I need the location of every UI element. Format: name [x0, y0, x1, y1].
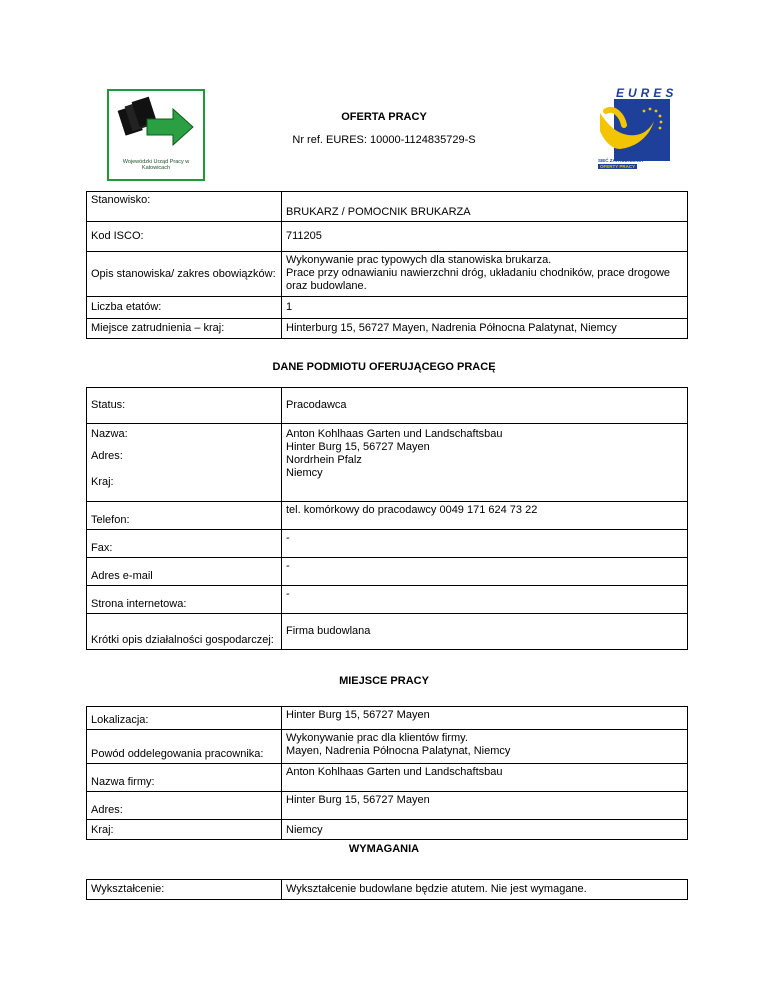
- value-phone: tel. komórkowy do pracodawcy 0049 171 624 73 22: [282, 502, 688, 530]
- table-row: [87, 297, 688, 319]
- employer-name: Anton Kohlhaas Garten und Landschaftsbau: [286, 428, 503, 440]
- job-table: [86, 191, 688, 339]
- section-title-workplace: MIEJSCE PRACY: [339, 675, 429, 687]
- eures-logo-text: EURES: [616, 86, 678, 100]
- table-row: [87, 707, 688, 730]
- table-row: [87, 586, 688, 614]
- reason-line: Mayen, Nadrenia Północna Palatynat, Niemcy: [286, 745, 511, 757]
- label-description: Opis stanowiska/ zakres obowiązków:: [87, 252, 282, 297]
- employer-table: [86, 387, 688, 650]
- table-row: [87, 424, 688, 502]
- employer-country: Niemcy: [286, 467, 323, 479]
- label-address: Adres:: [91, 450, 123, 462]
- table-row: [87, 792, 688, 820]
- value-country: Niemcy: [282, 820, 688, 840]
- label-phone: Telefon:: [87, 502, 282, 530]
- label-location: Lokalizacja:: [87, 707, 282, 730]
- cards-arrow-icon: [109, 95, 203, 155]
- value-positions-count: 1: [282, 297, 688, 319]
- label-isco: Kod ISCO:: [87, 222, 282, 252]
- value-location: Hinter Burg 15, 56727 Mayen: [282, 707, 688, 730]
- table-row: [87, 820, 688, 840]
- table-row: [87, 388, 688, 424]
- value-position: BRUKARZ / POMOCNIK BRUKARZA: [282, 192, 688, 222]
- value-name-block: [282, 424, 688, 502]
- value-workplace-country: Hinterburg 15, 56727 Mayen, Nadrenia Północna Palatynat, Niemcy: [282, 319, 688, 339]
- section-title-employer: DANE PODMIOTU OFERUJĄCEGO PRACĘ: [272, 361, 496, 373]
- value-business-description: Firma budowlana: [282, 614, 688, 650]
- page-title: OFERTA PRACY: [341, 111, 427, 123]
- requirements-table: [86, 879, 688, 900]
- label-country: Kraj:: [87, 820, 282, 840]
- table-row: [87, 319, 688, 339]
- table-row: [87, 530, 688, 558]
- table-row: [87, 192, 688, 222]
- label-country: Kraj:: [91, 476, 114, 488]
- section-title-requirements: WYMAGANIA: [348, 843, 420, 855]
- table-row: [87, 614, 688, 650]
- value-company-name: Anton Kohlhaas Garten und Landschaftsbau: [282, 764, 688, 792]
- label-delegation-reason: Powód oddelegowania pracownika:: [87, 730, 282, 764]
- description-line: Wykonywanie prac typowych dla stanowiska brukarza.: [286, 254, 552, 266]
- value-delegation-reason: [282, 730, 688, 764]
- label-name: Nazwa:: [91, 428, 128, 440]
- value-education: Wykształcenie budowlane będzie atutem. Nie jest wymagane.: [282, 880, 688, 900]
- table-row: [87, 558, 688, 586]
- table-row: [87, 502, 688, 530]
- wup-logo-caption: Wojewódzki Urząd Pracy w Katowicach: [122, 159, 190, 171]
- label-education: Wykształcenie:: [87, 880, 282, 900]
- label-status: Status:: [87, 388, 282, 424]
- label-name-address-country: [87, 424, 282, 502]
- label-email: Adres e-mail: [87, 558, 282, 586]
- label-fax: Fax:: [87, 530, 282, 558]
- table-row: [87, 222, 688, 252]
- table-row: [87, 764, 688, 792]
- value-description: [282, 252, 688, 297]
- eures-logo: [594, 85, 678, 173]
- label-workplace-country: Miejsce zatrudnienia – kraj:: [87, 319, 282, 339]
- employer-address: Hinter Burg 15, 56727 Mayen: [286, 441, 430, 453]
- workplace-table: [86, 706, 688, 840]
- label-business-description: Krótki opis działalności gospodarczej:: [87, 614, 282, 650]
- label-position: Stanowisko:: [87, 192, 282, 222]
- value-fax: -: [282, 530, 688, 558]
- reason-line: Wykonywanie prac dla klientów firmy.: [286, 732, 468, 744]
- label-positions-count: Liczba etatów:: [87, 297, 282, 319]
- value-address: Hinter Burg 15, 56727 Mayen: [282, 792, 688, 820]
- employer-region: Nordrhein Pfalz: [286, 454, 362, 466]
- eures-logo-sub: SIEĆ ZATRUDNIENIA: [598, 158, 644, 163]
- label-website: Strona internetowa:: [87, 586, 282, 614]
- value-isco: 711205: [282, 222, 688, 252]
- value-status: Pracodawca: [282, 388, 688, 424]
- table-row: [87, 880, 688, 900]
- value-email: -: [282, 558, 688, 586]
- description-line: Prace przy odnawianiu nawierzchni dróg, układaniu chodników, prace drogowe oraz budowlane.: [286, 267, 671, 292]
- value-website: -: [282, 586, 688, 614]
- eures-logo-sub2: OFERTY PRACY: [600, 164, 636, 169]
- label-company-name: Nazwa firmy:: [87, 764, 282, 792]
- table-row: [87, 730, 688, 764]
- table-row: [87, 252, 688, 297]
- label-address: Adres:: [87, 792, 282, 820]
- reference-number: Nr ref. EURES: 10000-1124835729-S: [292, 134, 476, 146]
